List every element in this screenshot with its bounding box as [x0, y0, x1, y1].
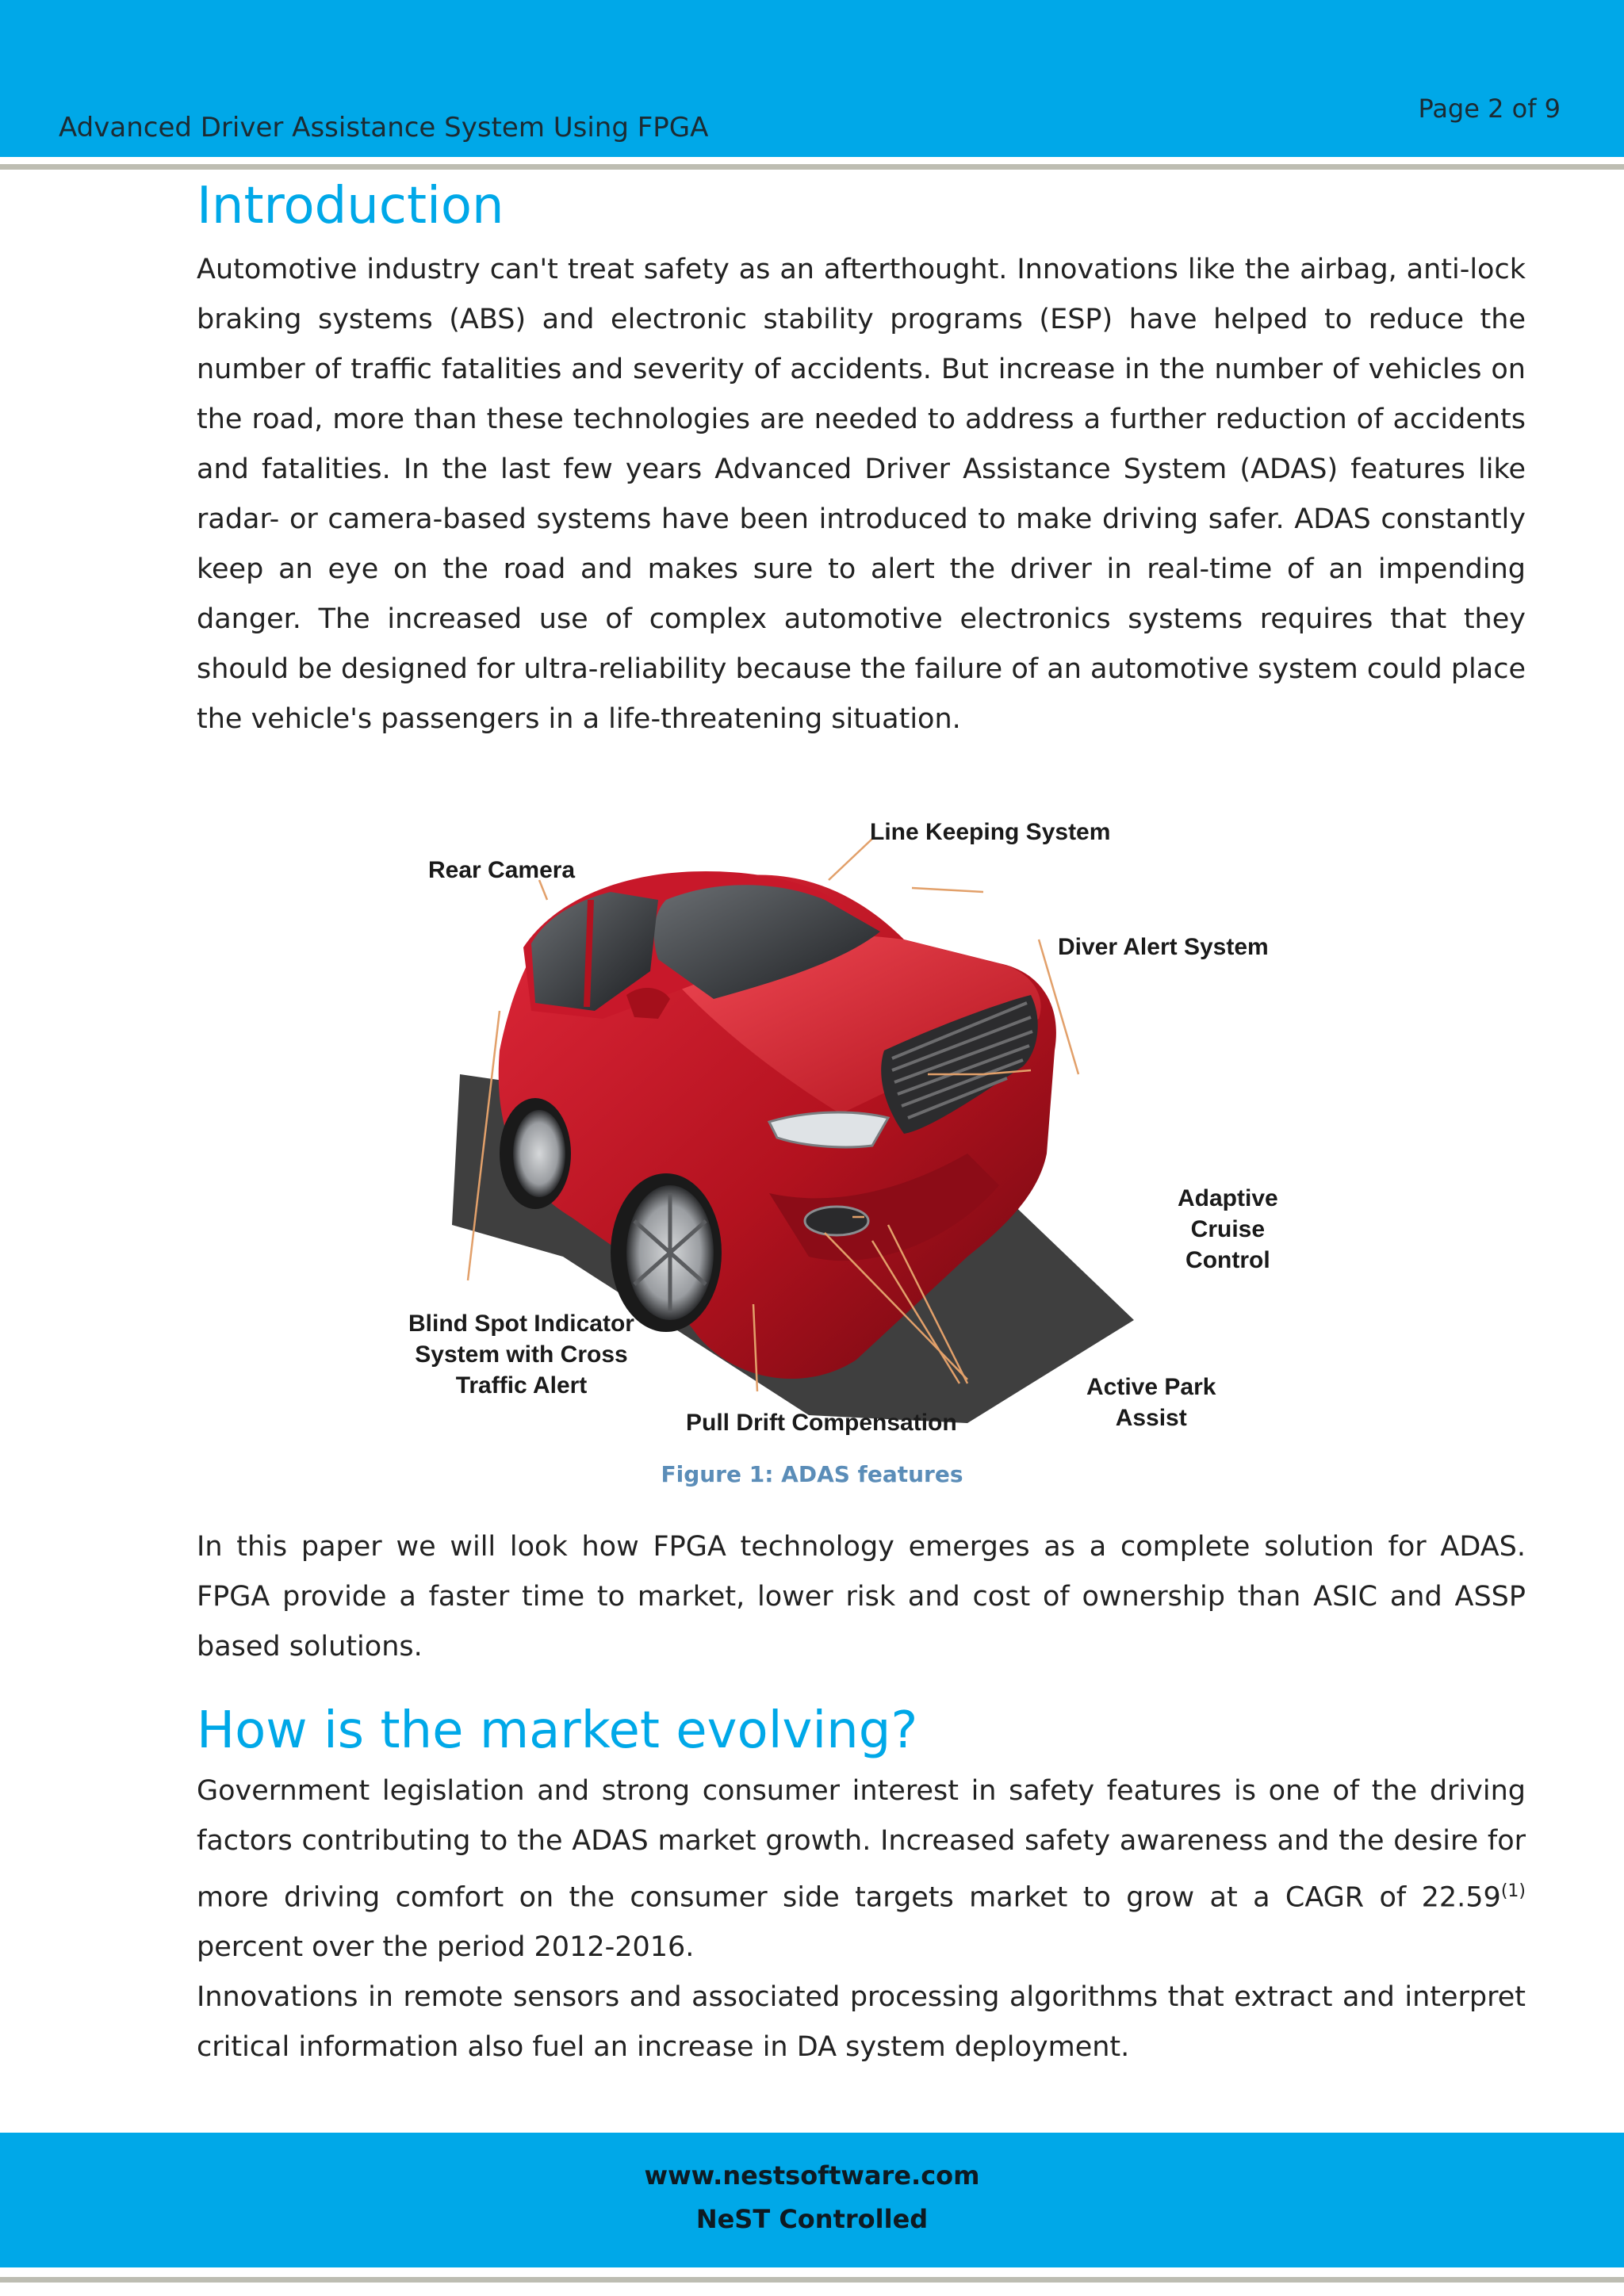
fpga-section [197, 1522, 1526, 1672]
footer-divider [0, 2277, 1624, 2283]
document-title: Advanced Driver Assistance System Using FPGA [59, 112, 709, 144]
market-paragraph-2: Innovations in remote sensors and associated processing algorithms that extract and interpret critical information also fuel an increase in DA system deployment. [197, 1981, 1526, 2064]
adas-figure [396, 813, 1316, 1439]
citation-superscript: (1) [1500, 1881, 1526, 1901]
footer-company: NeST Controlled [695, 2204, 929, 2234]
market-heading: How is the market evolving? [197, 1701, 918, 1760]
market-paragraph-1 [197, 1766, 1526, 1973]
introduction-section [197, 176, 1526, 744]
label-blind-spot: Blind Spot Indicator System with Cross Traffic Alert [408, 1311, 634, 1399]
fog-light [805, 1207, 868, 1235]
introduction-paragraph: Automotive industry can't treat safety as an afterthought. Innovations like the airbag, anti-lock braking systems (ABS) and electronic stability programs (ESP) have helped to reduce the number of traffic fatalities and severity of accidents. But increase in the number of vehicles on the road, more than these technologies are needed to address a further reduction of accidents and fatalities. In the last few years Advanced Driver Assistance System (ADAS) features like radar- or camera-based systems have been introduced to make driving safer. ADAS constantly keep an eye on the road and makes sure to alert the driver in real-time of an impending danger. The increased use of complex automotive electronics systems requires that they should be designed for ultra-reliability because the failure of an automotive system could place the vehicle's passengers in a life-threatening situation. [197, 253, 1526, 735]
page-header [0, 0, 1624, 157]
header-divider [0, 164, 1624, 170]
market-paragraph-1-text: Government legislation and strong consumer interest in safety features is one of the driving factors contributing to the ADAS market growth. Increased safety awareness and the desire for more driving comfort on the consumer side targets market to grow at a CAGR of 22.59 [197, 1774, 1526, 1914]
page-footer [0, 2133, 1624, 2267]
label-rear-camera: Rear Camera [428, 857, 576, 883]
label-adaptive-cruise: Adaptive Cruise Control [1178, 1185, 1278, 1273]
label-line-keeping: Line Keeping System [870, 819, 1111, 845]
footer-website: www.nestsoftware.com [644, 2160, 980, 2191]
introduction-heading: Introduction [197, 177, 504, 235]
market-paragraph-1-tail: percent over the period 2012-2016. [197, 1931, 695, 1964]
label-driver-alert: Diver Alert System [1058, 934, 1269, 960]
page-number: Page 2 of 9 [1418, 94, 1561, 124]
figure-caption: Figure 1: ADAS features [661, 1461, 963, 1487]
label-pull-drift: Pull Drift Compensation [686, 1410, 957, 1436]
market-section [197, 1701, 1526, 2072]
fpga-paragraph: In this paper we will look how FPGA technology emerges as a complete solution for ADAS. FPGA provide a faster time to market, lower risk and cost of ownership than ASIC and ASSP based solutions. [197, 1531, 1526, 1663]
label-active-park: Active Park Assist [1086, 1374, 1216, 1431]
